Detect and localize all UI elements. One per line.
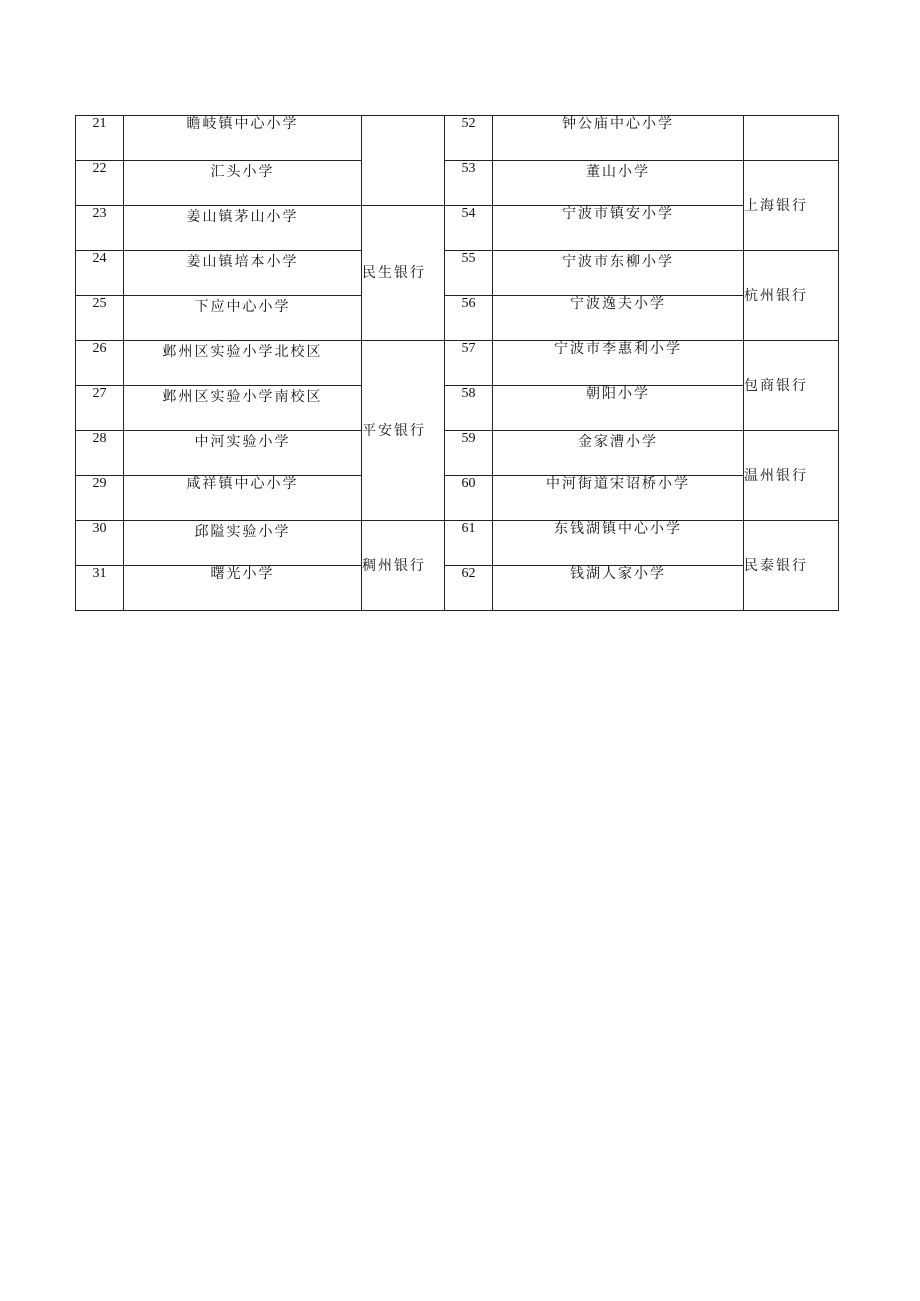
table-row [76, 296, 839, 341]
right-school-name: 董山小学 [493, 161, 744, 206]
left-row-number: 24 [76, 251, 124, 296]
right-school-name: 宁波市东柳小学 [493, 251, 744, 296]
right-school-name: 钟公庙中心小学 [493, 116, 744, 161]
right-row-number: 54 [445, 206, 493, 251]
right-row-number: 60 [445, 476, 493, 521]
right-bank-shanghai: 上海银行 [744, 161, 839, 251]
left-school-name: 邺州区实验小学南校区 [124, 386, 362, 431]
right-row-number: 57 [445, 341, 493, 386]
right-row-number: 58 [445, 386, 493, 431]
right-row-number: 55 [445, 251, 493, 296]
left-school-name: 汇头小学 [124, 161, 362, 206]
right-school-name: 钱湖人家小学 [493, 566, 744, 611]
left-row-number: 23 [76, 206, 124, 251]
right-bank-mintai: 民泰银行 [744, 521, 839, 611]
left-school-name: 下应中心小学 [124, 296, 362, 341]
left-school-name: 咸祥镇中心小学 [124, 476, 362, 521]
right-school-name: 金家漕小学 [493, 431, 744, 476]
right-school-name: 宁波市李惠利小学 [493, 341, 744, 386]
right-school-name: 宁波市镇安小学 [493, 206, 744, 251]
table-row [76, 341, 839, 386]
table-row [76, 476, 839, 521]
table-row [76, 206, 839, 251]
left-bank-blank [362, 116, 445, 206]
table-row [76, 431, 839, 476]
left-row-number: 28 [76, 431, 124, 476]
left-row-number: 22 [76, 161, 124, 206]
left-row-number: 30 [76, 521, 124, 566]
table-row [76, 116, 839, 161]
right-row-number: 62 [445, 566, 493, 611]
left-bank-minsheng: 民生银行 [362, 206, 445, 341]
left-school-name: 姜山镇茅山小学 [124, 206, 362, 251]
table-row [76, 521, 839, 566]
left-school-name: 姜山镇培本小学 [124, 251, 362, 296]
table-row [76, 386, 839, 431]
left-row-number: 29 [76, 476, 124, 521]
right-school-name: 中河街道宋诏桥小学 [493, 476, 744, 521]
right-row-number: 61 [445, 521, 493, 566]
left-row-number: 26 [76, 341, 124, 386]
right-bank-hangzhou: 杭州银行 [744, 251, 839, 341]
right-row-number: 59 [445, 431, 493, 476]
left-school-name: 邱隘实验小学 [124, 521, 362, 566]
left-school-name: 瞻岐镇中心小学 [124, 116, 362, 161]
left-row-number: 25 [76, 296, 124, 341]
left-school-name: 曙光小学 [124, 566, 362, 611]
left-row-number: 27 [76, 386, 124, 431]
right-row-number: 52 [445, 116, 493, 161]
right-school-name: 朝阳小学 [493, 386, 744, 431]
right-school-name: 宁波逸夫小学 [493, 296, 744, 341]
left-row-number: 21 [76, 116, 124, 161]
right-bank-baoshang: 包商银行 [744, 341, 839, 431]
table-row [76, 566, 839, 611]
right-bank-blank [744, 116, 839, 161]
table-row [76, 161, 839, 206]
left-school-name: 中河实验小学 [124, 431, 362, 476]
left-bank-chouzhou: 稠州银行 [362, 521, 445, 611]
left-row-number: 31 [76, 566, 124, 611]
right-row-number: 53 [445, 161, 493, 206]
left-bank-pingan: 平安银行 [362, 341, 445, 521]
right-school-name: 东钱湖镇中心小学 [493, 521, 744, 566]
school-bank-table [75, 115, 839, 611]
table-row [76, 251, 839, 296]
right-bank-wenzhou: 温州银行 [744, 431, 839, 521]
left-school-name: 邺州区实验小学北校区 [124, 341, 362, 386]
right-row-number: 56 [445, 296, 493, 341]
